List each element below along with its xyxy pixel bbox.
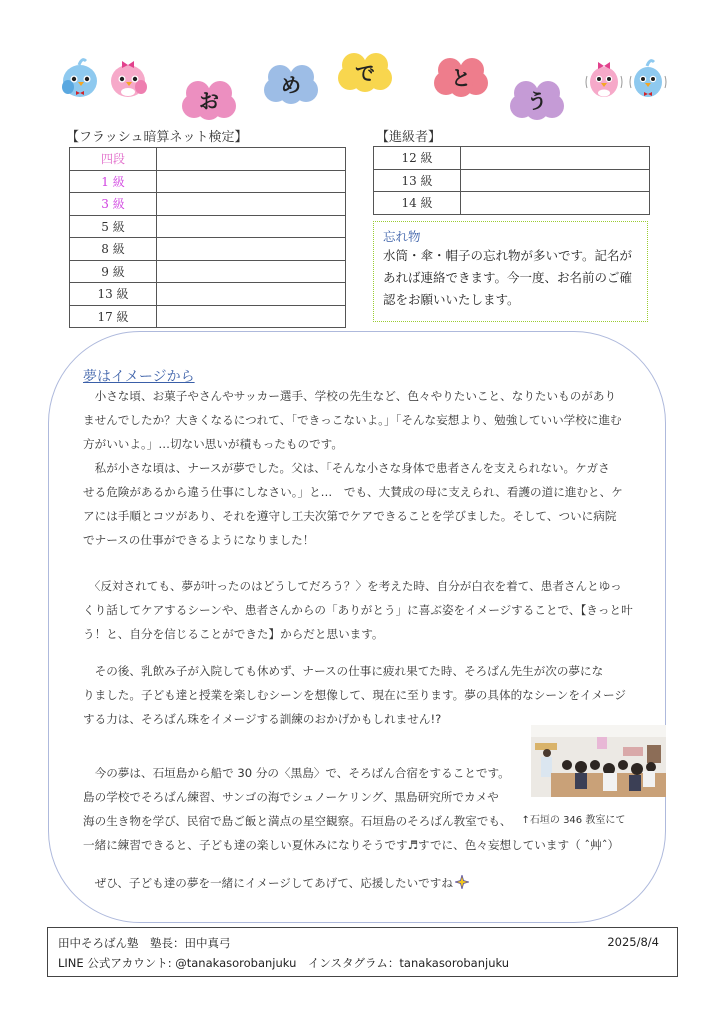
footer-box — [47, 927, 678, 977]
article-paragraph — [83, 456, 623, 552]
article-paragraph — [83, 871, 469, 895]
pink-bird-icon — [584, 56, 624, 100]
article-line: 〈反対されても、夢が叶ったのはどうしてだろう？〉を考えた時、自分が白衣を着て、患者さんとゆっ — [83, 579, 622, 593]
flower-me — [262, 62, 320, 104]
article-paragraph — [83, 574, 633, 646]
blue-bird-icon — [60, 55, 100, 99]
flash-test-row — [70, 283, 346, 306]
name-cell — [157, 170, 346, 193]
sparkle-icon — [455, 875, 469, 889]
flash-test-table — [69, 147, 346, 328]
grade-cell: 8 級 — [70, 238, 157, 261]
article-line: 一緒に練習できると、子ども達の楽しい夏休みになりそうです♬すでに、色々妄想しています（ ˆ艸ˆ） — [83, 838, 620, 852]
flash-test-row — [70, 260, 346, 283]
greeting-char: と — [451, 65, 471, 90]
article-paragraph — [83, 384, 622, 456]
flower-o — [180, 78, 238, 120]
pink-bird-icon — [108, 55, 148, 99]
grade-cell: 13 級 — [70, 283, 157, 306]
article-line: 小さな頃、お菓子やさんやサッカー選手、学校の先生など、色々やりたいこと、なりたいものがあり — [83, 389, 617, 403]
article-line: りました。子ども達と授業を楽しむシーンを想像して、現在に至ります。夢の具体的なシーンをイメージ — [83, 688, 626, 702]
flower-u — [508, 78, 566, 120]
greeting-char: う — [527, 88, 547, 113]
flower-de — [336, 50, 394, 92]
name-cell — [157, 283, 346, 306]
name-cell — [461, 147, 650, 170]
flash-test-row — [70, 148, 346, 171]
name-cell — [157, 215, 346, 238]
blue-bird-icon — [628, 56, 668, 100]
article-paragraph — [83, 659, 626, 731]
article-title: 夢はイメージから — [83, 369, 195, 385]
article-line: くり話してケアするシーンや、患者さんからの「ありがとう」に喜ぶ姿をイメージすることで、【きっと叶 — [83, 603, 633, 617]
promoted-row — [374, 169, 650, 192]
article-line: 今の夢は、石垣島から船で 30 分の〈黒島〉で、そろばん合宿をすることです。 — [83, 766, 510, 780]
grade-cell: 17 級 — [70, 305, 157, 328]
lost-items-box — [373, 221, 648, 322]
article-line: 方がいいよ。」…切ない思いが積もったものです。 — [83, 437, 343, 451]
contact-accounts: LINE 公式アカウント: @tanakasorobanjuku インスタグラム：tanakasorobanjuku — [58, 956, 510, 970]
name-cell — [461, 169, 650, 192]
name-cell — [157, 305, 346, 328]
promoted-label: 【進級者】 — [376, 130, 442, 145]
name-cell — [157, 260, 346, 283]
photo-caption: ↑石垣の 346 教室にて — [521, 815, 626, 826]
name-cell — [157, 193, 346, 216]
grade-cell: 1 級 — [70, 170, 157, 193]
lost-items-line: 認をお願いいたします。 — [383, 292, 520, 307]
promoted-row — [374, 147, 650, 170]
school-name: 田中そろばん塾 塾長：田中真弓 — [58, 936, 231, 950]
name-cell — [157, 238, 346, 261]
flash-test-row — [70, 305, 346, 328]
article-line-with-caption — [83, 809, 625, 833]
promoted-row — [374, 192, 650, 215]
article-line: する力は、そろばん珠をイメージする訓練のおかげかもしれません!? — [83, 712, 442, 726]
flash-test-row — [70, 238, 346, 261]
flower-to — [432, 55, 490, 97]
grade-cell: 5 級 — [70, 215, 157, 238]
lost-items-line: あれば連絡できます。今一度、お名前のご確 — [383, 270, 633, 285]
promoted-table — [373, 146, 650, 215]
article-line: 島の学校でそろばん練習、サンゴの海でシュノーケリング、黒島研究所でカメや — [83, 790, 499, 804]
lost-items-line: 水筒・傘・帽子の忘れ物が多いです。記名が — [383, 248, 633, 263]
grade-cell: 14 級 — [374, 192, 461, 215]
greeting-char: で — [355, 60, 375, 85]
article-line: う！と、自分を信じることができた】からだと思います。 — [83, 627, 384, 641]
flash-test-row — [70, 170, 346, 193]
grade-cell: 3 級 — [70, 193, 157, 216]
article-line: せる危険があるから違う仕事にしなさい。」と… でも、大賛成の母に支えられ、看護の道に進むと、ケ — [83, 485, 623, 499]
flash-test-label: 【フラッシュ暗算ネット検定】 — [66, 130, 248, 145]
article-line: でナースの仕事ができるようになりました！ — [83, 533, 315, 547]
article-line: ませんでしたか？大きくなるにつれて、「できっこないよ。」「そんな妄想より、勉強していい学校に進む — [83, 413, 622, 427]
article-paragraph — [83, 761, 625, 857]
article-line: ぜひ、子ども達の夢を一緒にイメージしてあげて、応援したいですね — [83, 876, 453, 890]
grade-cell: 12 級 — [374, 147, 461, 170]
greeting-char: お — [199, 88, 219, 113]
grade-cell: 四段 — [70, 148, 157, 171]
issue-date: 2025/8/4 — [607, 935, 659, 949]
article-line: 海の生き物を学び、民宿で島ご飯と満点の星空観察。石垣島のそろばん教室でも、 — [83, 814, 512, 828]
article-line: その後、乳飲み子が入院しても休めず、ナースの仕事に疲れ果てた時、そろばん先生が次の夢にな — [83, 664, 604, 678]
name-cell — [157, 148, 346, 171]
flash-test-row — [70, 215, 346, 238]
grade-cell: 9 級 — [70, 260, 157, 283]
greeting-char: め — [281, 72, 301, 97]
flash-test-row — [70, 193, 346, 216]
article-line: アには手順とコツがあり、それを遵守し工夫次第でケアできることを学びました。そして、ついに病院 — [83, 509, 617, 523]
lost-items-title: 忘れ物 — [383, 229, 421, 244]
grade-cell: 13 級 — [374, 169, 461, 192]
article-line: 私が小さな頃は、ナースが夢でした。父は、「そんな小さな身体で患者さんを支えられない。ケガさ — [83, 461, 610, 475]
name-cell — [461, 192, 650, 215]
